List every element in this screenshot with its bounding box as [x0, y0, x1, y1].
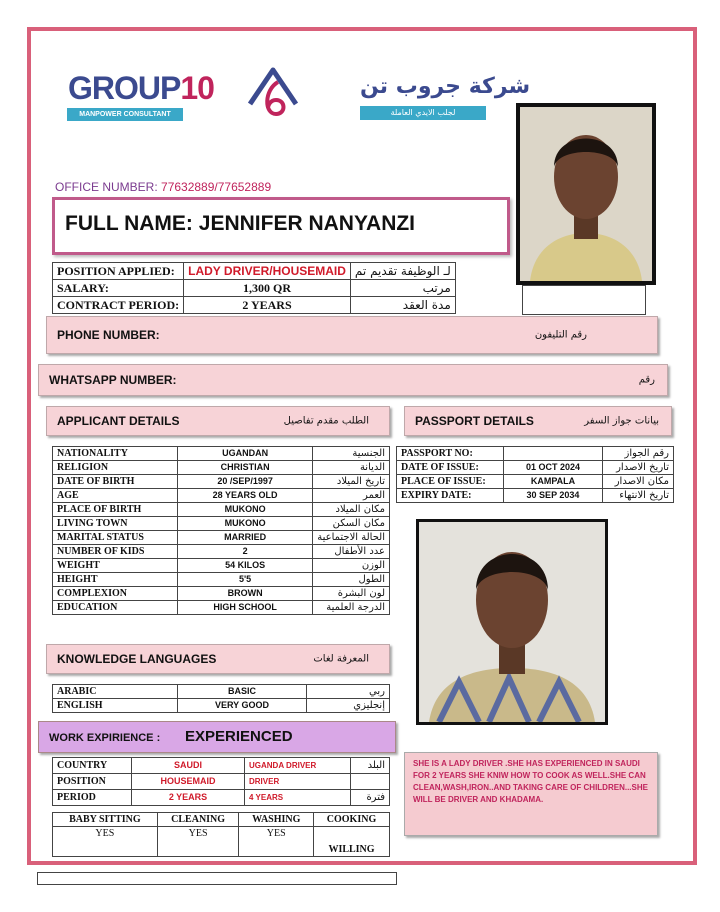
table-row: RELIGION CHRISTIAN الديانة	[53, 461, 390, 475]
table-row: NUMBER OF KIDS 2 عدد الأطفال	[53, 545, 390, 559]
table-row: BABY SITTING CLEANING WASHING COOKING	[53, 813, 390, 827]
passport-details-header: PASSPORT DETAILS بيانات جواز السفر	[404, 406, 672, 436]
table-row: COMPLEXION BROWN لون البشرة	[53, 587, 390, 601]
table-row: COUNTRY SAUDI UGANDA DRIVER البلد	[53, 758, 390, 774]
table-row: ARABIC BASIC ربي	[53, 685, 390, 699]
group10-mark-icon	[246, 64, 300, 120]
table-row: POSITION HOUSEMAID DRIVER	[53, 774, 390, 790]
work-experience-header: WORK EXPIRIENCE : EXPERIENCED	[38, 721, 396, 753]
table-row: LIVING TOWN MUKONO مكان السكن	[53, 517, 390, 531]
brand-arabic-name: شركة جروب تن	[360, 74, 531, 99]
summary-table	[52, 262, 456, 314]
passport-table	[396, 446, 674, 503]
photo-caption-box	[522, 285, 646, 315]
languages-header: KNOWLEDGE LANGUAGES المعرفة لغات	[46, 644, 390, 674]
table-row: EDUCATION HIGH SCHOOL الدرجة العلمية	[53, 601, 390, 615]
full-name-box	[52, 197, 510, 255]
languages-table	[52, 684, 390, 713]
table-row: YES YES YES WILLING	[53, 827, 390, 857]
table-row: DATE OF BIRTH 20 /SEP/1997 تاريخ الميلاد	[53, 475, 390, 489]
table-row: CONTRACT PERIOD: 2 YEARS مدة العقد	[53, 297, 456, 314]
table-row: PLACE OF ISSUE: KAMPALA مكان الاصدار	[397, 475, 674, 489]
office-number: OFFICE NUMBER: 77632889/77652889	[55, 180, 272, 194]
person-photo-icon	[516, 103, 656, 285]
person-photo-icon	[416, 519, 608, 725]
footer-box	[37, 872, 397, 885]
phone-bar: PHONE NUMBER: رقم التليفون	[46, 316, 658, 354]
table-row: PASSPORT NO: رقم الجواز	[397, 447, 674, 461]
table-row: SALARY: 1,300 QR مرتب	[53, 280, 456, 297]
table-row: MARITAL STATUS MARRIED الحالة الاجتماعية	[53, 531, 390, 545]
work-table	[52, 757, 390, 806]
table-row: DATE OF ISSUE: 01 OCT 2024 تاريخ الاصدار	[397, 461, 674, 475]
table-row: HEIGHT 5'5 الطول	[53, 573, 390, 587]
full-name: FULL NAME: JENNIFER NANYANZI	[65, 212, 416, 235]
table-row: NATIONALITY UGANDAN الجنسية	[53, 447, 390, 461]
table-row: EXPIRY DATE: 30 SEP 2034 تاريخ الانتهاء	[397, 489, 674, 503]
table-row: POSITION APPLIED: LADY DRIVER/HOUSEMAID لـ الوظيفة تقديم تم	[53, 263, 456, 280]
applicant-table	[52, 446, 390, 615]
applicant-details-header: APPLICANT DETAILS الطلب مقدم تفاصيل	[46, 406, 390, 436]
brand-tagline: MANPOWER CONSULTANT	[67, 108, 183, 121]
table-row: ENGLISH VERY GOOD إنجليزي	[53, 699, 390, 713]
experience-note: SHE IS A LADY DRIVER .SHE HAS EXPERIENCED IN SAUDI FOR 2 YEARS SHE KNIW HOW TO COOK AS WELL.SHE CAN CLEAN,WASH,IRON..AND TAKING CARE OF CHILDREN...SHE WILL BE DRIVER AND KHADAMA.	[404, 752, 658, 836]
brand-logo: GROUP10	[68, 70, 214, 106]
table-row: WEIGHT 54 KILOS الوزن	[53, 559, 390, 573]
table-row: AGE 28 YEARS OLD العمر	[53, 489, 390, 503]
table-row: PLACE OF BIRTH MUKONO مكان الميلاد	[53, 503, 390, 517]
skills-table	[52, 812, 390, 857]
table-row: PERIOD 2 YEARS 4 YEARS فترة	[53, 790, 390, 806]
brand-arabic-tagline: لجلب الايدي العاملة	[360, 106, 486, 120]
whatsapp-bar: WHATSAPP NUMBER: رقم	[38, 364, 668, 396]
